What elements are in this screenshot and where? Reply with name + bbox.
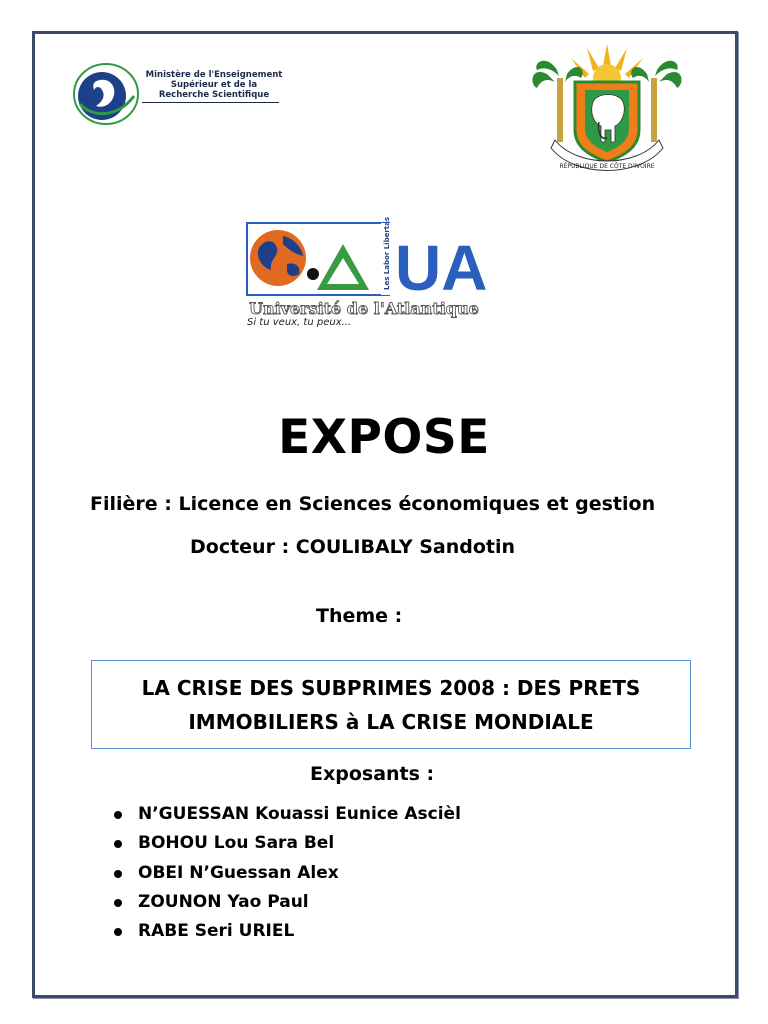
- list-item: [112, 829, 461, 858]
- coat-banner-text: RÉPUBLIQUE DE CÔTE D'IVOIRE: [559, 163, 655, 170]
- bullet-icon: [114, 899, 122, 907]
- theme-box: [91, 660, 691, 749]
- exposant-name: OBEI N’Guessan Alex: [138, 862, 339, 883]
- exposants-label: Exposants :: [310, 763, 435, 785]
- ministry-name: [144, 70, 284, 100]
- filiere-line: Filière : Licence en Sciences économiques et gestion: [90, 493, 656, 515]
- docteur-line: Docteur : COULIBALY Sandotin: [190, 536, 515, 558]
- university-acronym: UA: [395, 232, 488, 304]
- theme-text: [131, 671, 651, 739]
- ministry-line-3: Recherche Scientifique: [158, 90, 270, 100]
- university-motto: Si tu veux, tu peux...: [247, 317, 352, 328]
- exposant-name: N’GUESSAN Kouassi Eunice Ascièl: [138, 804, 461, 824]
- theme-label: Theme :: [316, 605, 403, 627]
- ministry-emblem-icon: [72, 56, 142, 136]
- ministry-underline: [142, 102, 279, 103]
- ministry-logo: [72, 56, 282, 136]
- bullet-icon: [114, 870, 122, 878]
- exposant-name: RABE Seri URIEL: [138, 921, 295, 942]
- list-item: [112, 800, 461, 829]
- ministry-line-2: Supérieur et de la: [170, 80, 258, 90]
- ministry-line-1: Ministère de l'Enseignement: [145, 70, 283, 80]
- exposant-name: BOHOU Lou Sara Bel: [138, 833, 335, 854]
- bullet-icon: [114, 840, 122, 848]
- document-title: EXPOSE: [278, 410, 490, 465]
- coat-of-arms-icon: [527, 44, 687, 176]
- bullet-icon: [114, 811, 122, 819]
- coat-of-arms: [527, 44, 687, 176]
- list-item: [112, 859, 461, 888]
- university-emblem-icon: [243, 216, 488, 318]
- exposant-name: ZOUNON Yao Paul: [138, 891, 309, 912]
- bullet-icon: [114, 928, 122, 936]
- list-item: [112, 888, 461, 917]
- university-logo: [243, 216, 488, 338]
- theme-line-2: IMMOBILIERS à LA CRISE MONDIALE: [188, 709, 594, 734]
- exposants-list: [112, 800, 461, 946]
- university-side-text: Les Labor Libertas: [383, 216, 391, 290]
- theme-line-1: LA CRISE DES SUBPRIMES 2008 : DES PRETS: [141, 675, 641, 700]
- university-name: Université de l'Atlantique: [249, 299, 479, 318]
- list-item: [112, 917, 461, 946]
